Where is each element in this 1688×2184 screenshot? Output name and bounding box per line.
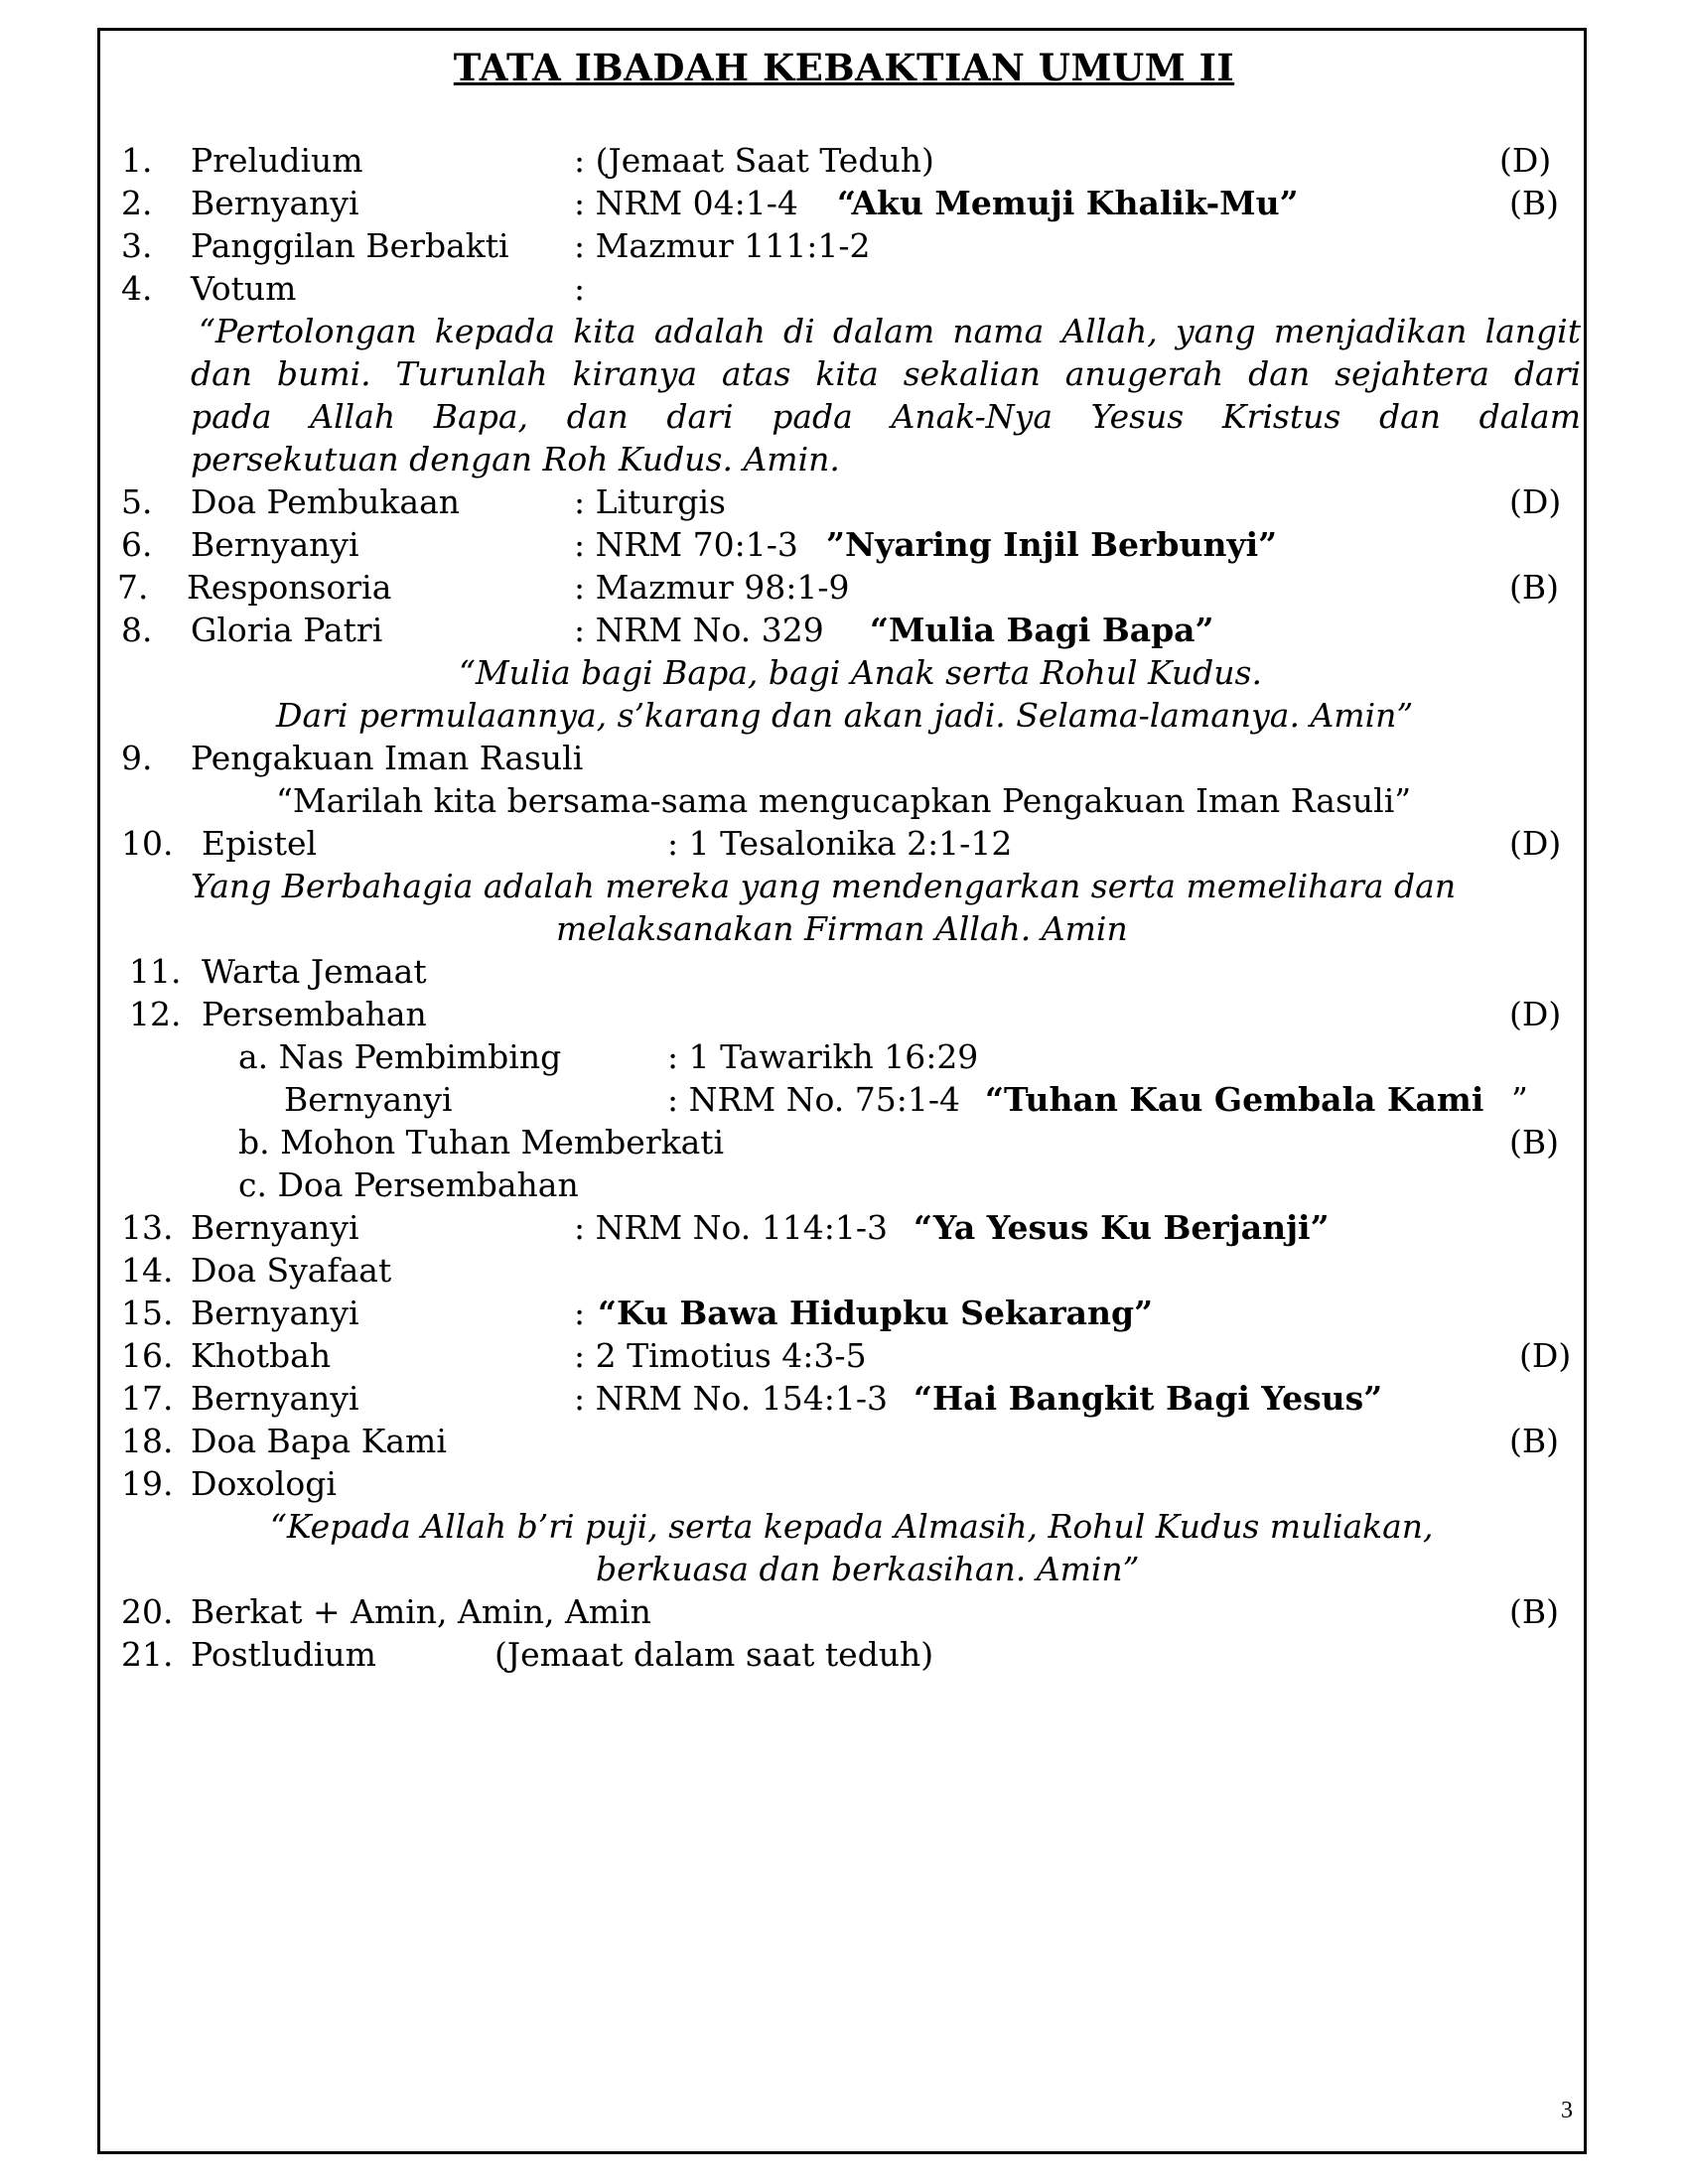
item-number: 17. <box>121 1379 174 1418</box>
item-mark: (D) <box>1499 141 1552 180</box>
item-number: 1. <box>121 141 153 180</box>
item-label: Doa Pembukaan <box>191 482 461 521</box>
item-number: 4. <box>121 269 153 308</box>
item-detail: : <box>574 1294 586 1332</box>
item-detail: : Mazmur 111:1-2 <box>574 226 871 265</box>
offering-sub-c-label: c. Doa Persembahan <box>238 1165 579 1204</box>
song-title: “Tuhan Kau Gembala Kami <box>985 1080 1484 1119</box>
item-label: Doa Bapa Kami <box>191 1422 447 1460</box>
item-label: Preludium <box>191 141 363 180</box>
item-detail: : 1 Tesalonika 2:1-12 <box>667 824 1013 863</box>
item-label: Doxologi <box>191 1464 337 1503</box>
item-mark: (B) <box>1509 568 1559 607</box>
item-number: 6. <box>121 525 153 564</box>
doxology-line: “Kepada Allah b’ri puji, serta kepada Almasih, Rohul Kudus muliakan, <box>270 1507 1434 1546</box>
epistel-line: melaksanakan Firman Allah. Amin <box>556 909 1128 948</box>
item-detail: : Mazmur 98:1-9 <box>574 568 850 607</box>
offering-song-label: Bernyanyi <box>284 1080 453 1119</box>
item-label: Epistel <box>202 824 318 863</box>
item-number: 19. <box>121 1464 174 1503</box>
item-detail: : NRM No. 329 <box>574 611 824 649</box>
gloria-line: Dari permulaannya, s’karang dan akan jadi. Selama-lamanya. Amin” <box>276 696 1414 735</box>
item-number: 9. <box>121 739 153 777</box>
page-number: 3 <box>1561 2098 1573 2123</box>
item-number: 7. <box>117 568 149 607</box>
item-number: 8. <box>121 611 153 649</box>
item-detail: : Liturgis <box>574 482 726 521</box>
item-detail: : NRM No. 154:1-3 <box>574 1379 888 1418</box>
item-number: 16. <box>121 1336 174 1375</box>
item-label: Bernyanyi <box>191 1379 359 1418</box>
creed-text: “Marilah kita bersama-sama mengucapkan Pengakuan Iman Rasuli” <box>276 781 1412 820</box>
item-detail: (Jemaat dalam saat teduh) <box>494 1635 934 1674</box>
document-title: TATA IBADAH KEBAKTIAN UMUM II <box>453 46 1235 89</box>
votum-line: dan bumi. Turunlah kiranya atas kita sekalian anugerah dan sejahtera dari <box>191 354 1581 393</box>
song-title: ”Nyaring Injil Berbunyi” <box>826 525 1278 564</box>
offering-sub-a-detail: : 1 Tawarikh 16:29 <box>667 1037 979 1076</box>
item-detail: : NRM 70:1-3 <box>574 525 798 564</box>
item-mark: (D) <box>1509 824 1562 863</box>
item-mark: (B) <box>1509 1123 1559 1161</box>
item-number: 14. <box>121 1251 174 1290</box>
item-detail: : NRM No. 114:1-3 <box>574 1208 888 1247</box>
song-title: “Aku Memuji Khalik-Mu” <box>837 184 1299 222</box>
doxology-line: berkuasa dan berkasihan. Amin” <box>596 1550 1140 1588</box>
item-detail: : <box>574 269 586 308</box>
song-title-quote: ” <box>1511 1080 1528 1119</box>
item-mark: (D) <box>1519 1336 1572 1375</box>
epistel-line: Yang Berbahagia adalah mereka yang mendengarkan serta memelihara dan <box>191 867 1457 905</box>
item-label: Warta Jemaat <box>202 952 427 991</box>
item-number: 21. <box>121 1635 174 1674</box>
item-mark: (B) <box>1509 1422 1559 1460</box>
item-number: 3. <box>121 226 153 265</box>
song-title: “Mulia Bagi Bapa” <box>870 611 1214 649</box>
item-label: Responsoria <box>187 568 392 607</box>
item-label: Postludium <box>191 1635 376 1674</box>
item-detail: : (Jemaat Saat Teduh) <box>574 141 934 180</box>
item-number: 10. <box>121 824 174 863</box>
item-mark: (B) <box>1509 184 1559 222</box>
item-mark: (B) <box>1509 1592 1559 1631</box>
item-label: Berkat + Amin, Amin, Amin <box>191 1592 651 1631</box>
votum-line: pada Allah Bapa, dan dari pada Anak-Nya Yesus Kristus dan dalam <box>191 397 1581 436</box>
item-number: 12. <box>129 995 182 1033</box>
offering-sub-a-label: a. Nas Pembimbing <box>238 1037 562 1076</box>
item-number: 18. <box>121 1422 174 1460</box>
votum-line: “Pertolongan kepada kita adalah di dalam nama Allah, yang menjadikan langit <box>199 312 1581 350</box>
item-mark: (D) <box>1509 482 1562 521</box>
item-label: Bernyanyi <box>191 184 359 222</box>
item-detail: : NRM 04:1-4 <box>574 184 798 222</box>
item-number: 13. <box>121 1208 174 1247</box>
item-label: Pengakuan Iman Rasuli <box>191 739 584 777</box>
item-detail: : 2 Timotius 4:3-5 <box>574 1336 867 1375</box>
item-number: 2. <box>121 184 153 222</box>
song-title: “Ya Yesus Ku Berjanji” <box>914 1208 1330 1247</box>
item-number: 20. <box>121 1592 174 1631</box>
item-label: Gloria Patri <box>191 611 383 649</box>
song-title: “Ku Bawa Hidupku Sekarang” <box>598 1294 1154 1332</box>
item-label: Panggilan Berbakti <box>191 226 509 265</box>
item-number: 5. <box>121 482 153 521</box>
item-label: Persembahan <box>202 995 427 1033</box>
votum-line: persekutuan dengan Roh Kudus. Amin. <box>191 440 840 478</box>
item-label: Bernyanyi <box>191 525 359 564</box>
item-label: Bernyanyi <box>191 1294 359 1332</box>
offering-sub-b-label: b. Mohon Tuhan Memberkati <box>238 1123 725 1161</box>
item-label: Khotbah <box>191 1336 332 1375</box>
item-label: Bernyanyi <box>191 1208 359 1247</box>
song-title: “Hai Bangkit Bagi Yesus” <box>914 1379 1383 1418</box>
offering-song-detail: : NRM No. 75:1-4 <box>667 1080 961 1119</box>
gloria-line: “Mulia bagi Bapa, bagi Anak serta Rohul Kudus. <box>459 653 1262 692</box>
item-label: Votum <box>191 269 297 308</box>
item-mark: (D) <box>1509 995 1562 1033</box>
item-number: 11. <box>129 952 182 991</box>
item-number: 15. <box>121 1294 174 1332</box>
item-label: Doa Syafaat <box>191 1251 392 1290</box>
